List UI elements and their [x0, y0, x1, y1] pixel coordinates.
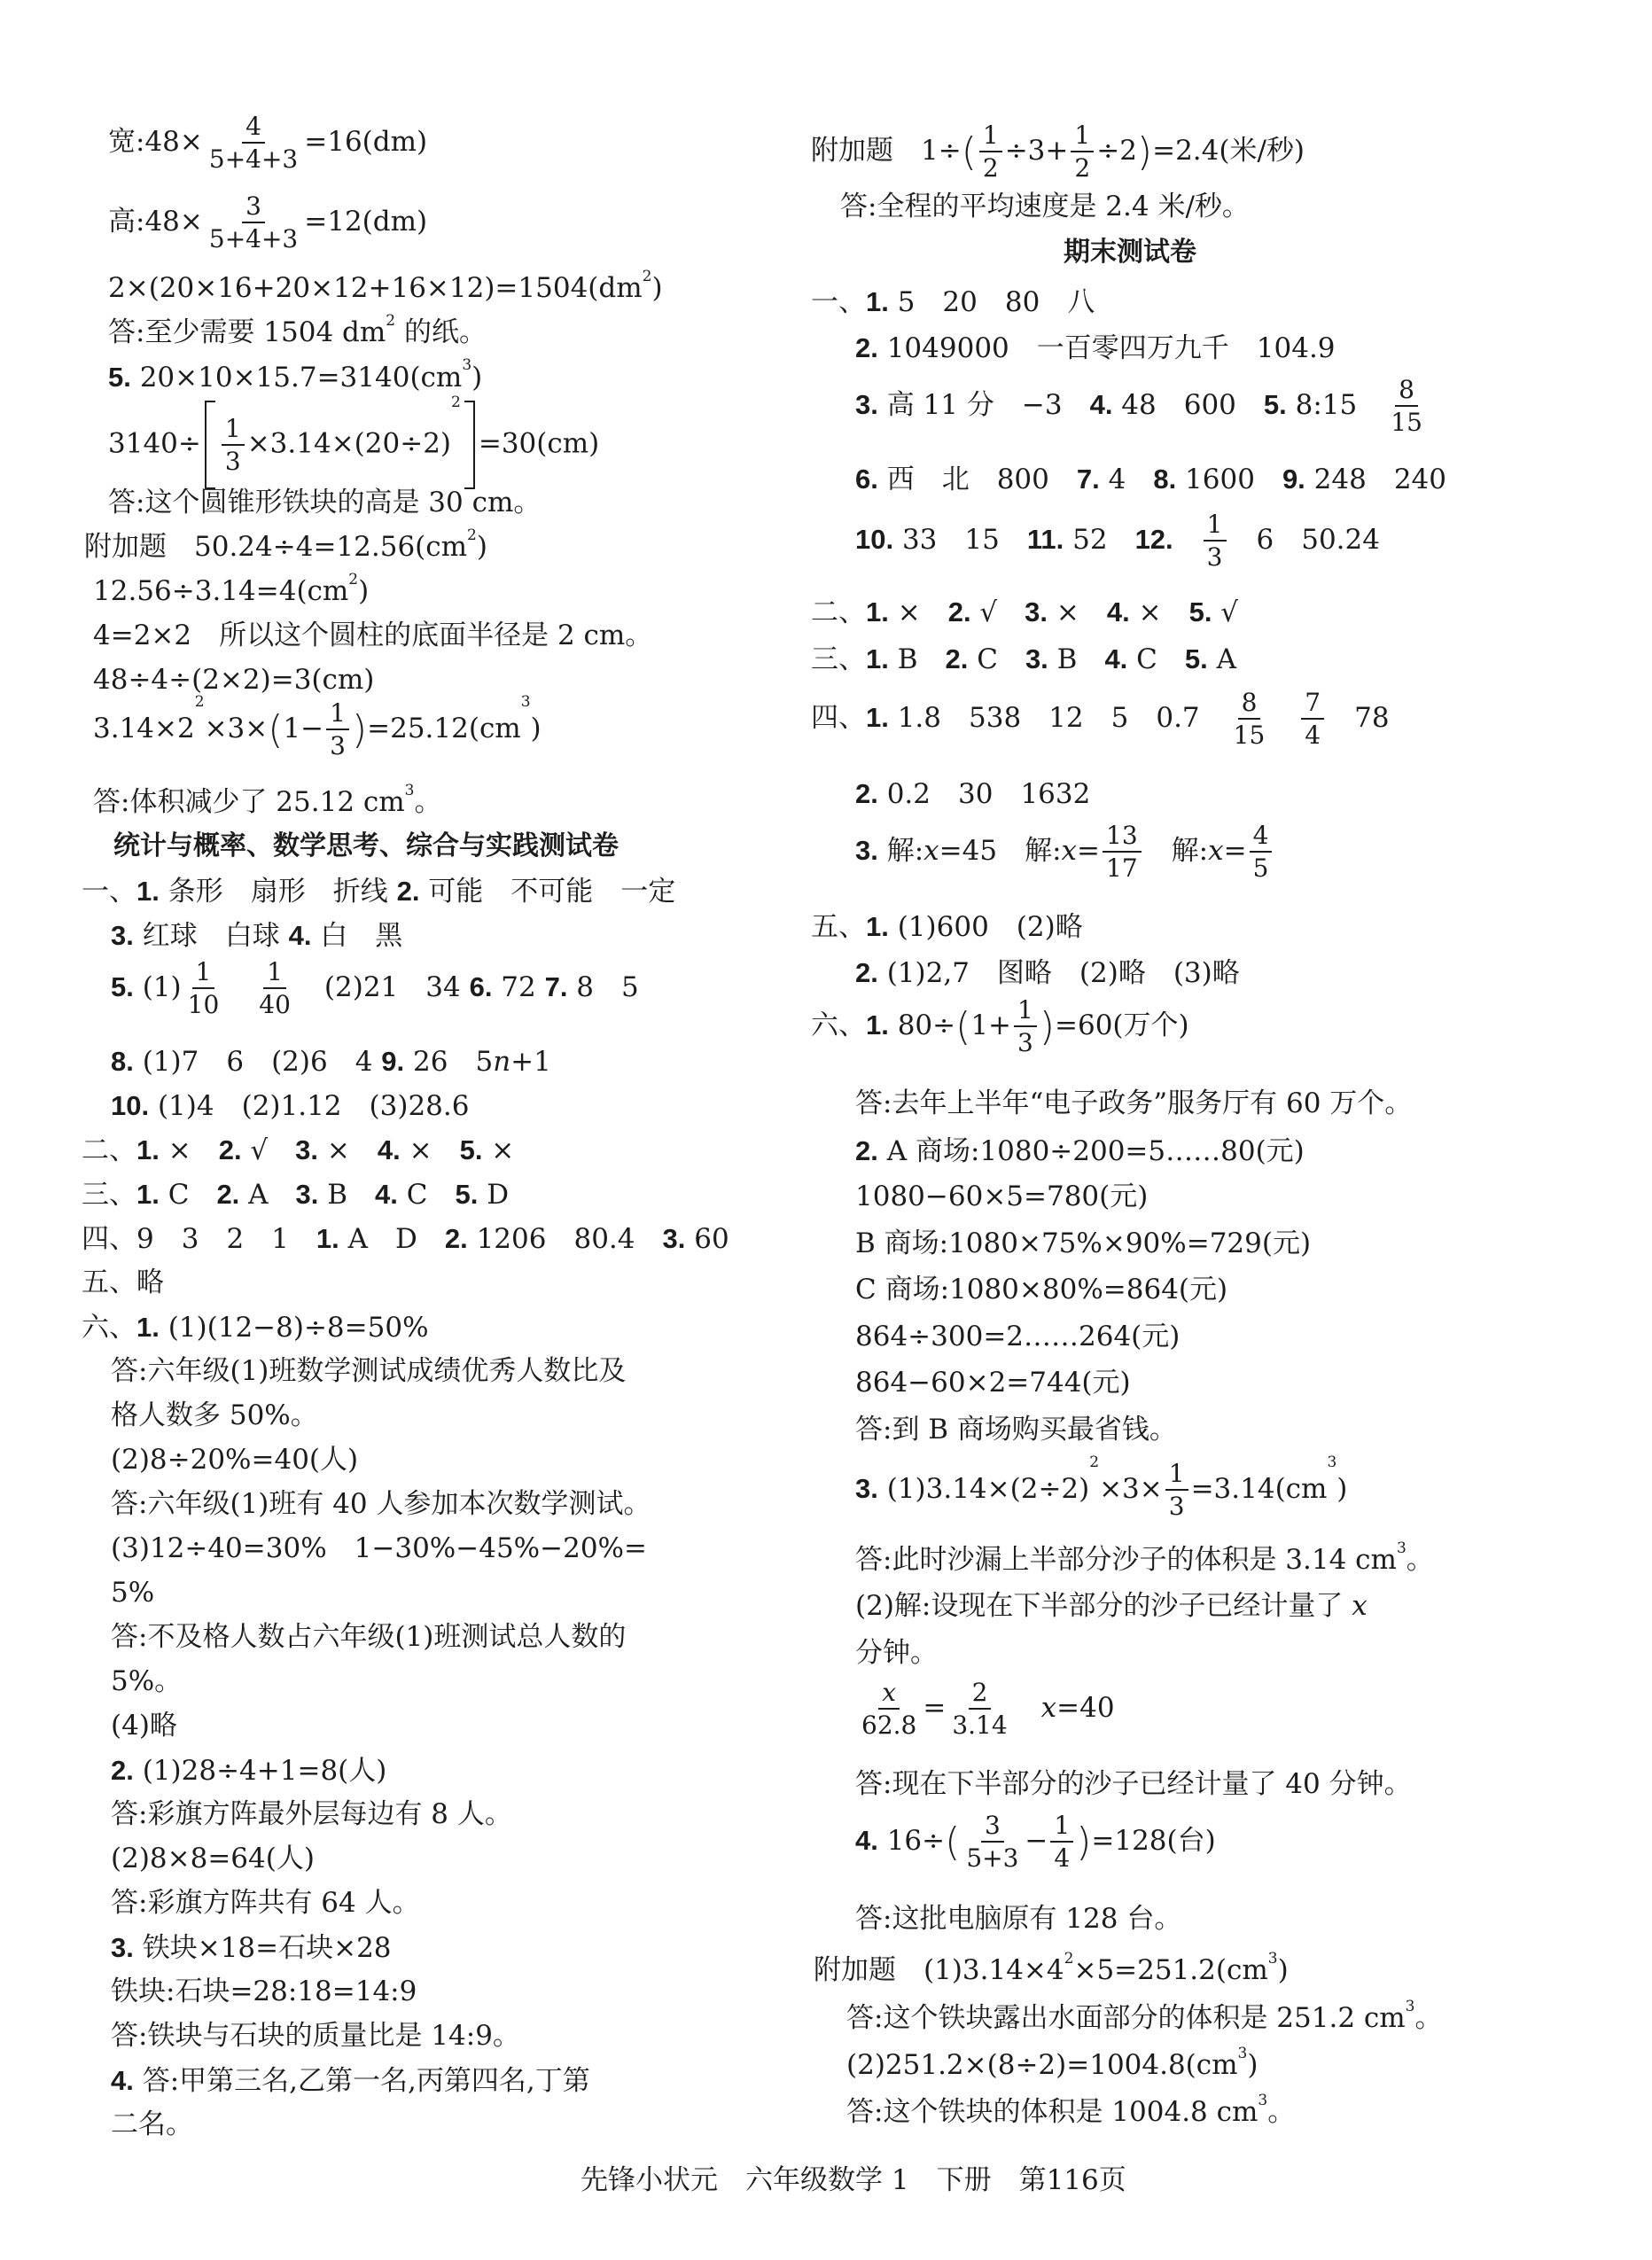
calc-line: 4. 16÷( $\frac{3}{5+3}$ − $\frac{1}{4}$ )=128(台): [855, 1811, 1216, 1874]
answer-row: 五、略: [82, 1266, 164, 1298]
answer-row: 二、1. × 2. √ 3. × 4. × 5. √: [811, 596, 1239, 628]
answer-line: 答:此时沙漏上半部分沙子的体积是 3.14 $cm^3$。: [855, 1539, 1434, 1576]
answer-row: 2. (1)2,7 图略 (2)略 (3)略: [855, 957, 1240, 989]
proportion-equation: $\frac{x}{62.8}$ = $\frac{2}{3.14}$ x=40: [861, 1678, 1115, 1741]
calc-line: B 商场:1080×75%×90%=729(元): [855, 1227, 1312, 1259]
cone-height-calc: 3140÷ $\frac{1}{3}$ $\times 3.14\times(20\div 2)^2=30(cm)$: [108, 401, 599, 489]
calc-line: 3. $(1)3.14\times(2\div 2)^2\times 3\times$ $\frac{1}{3}$ $=3.14(cm^3)$: [855, 1453, 1348, 1522]
bonus-speed-calc: 附加题 1÷( $\frac{1}{2}$ ÷3+ $\frac{1}{2}$ ÷2)=2.4(米/秒): [811, 121, 1305, 183]
answer-row: 6. 西 北 800 7. 4 8. 1600 9. 248 240: [855, 464, 1446, 495]
answer-line: 答:六年级(1)班数学测试成绩优秀人数比及: [111, 1355, 627, 1387]
calc-line: 48÷4÷(2×2)=3(cm): [93, 664, 375, 696]
section-title: 期末测试卷: [1064, 237, 1196, 268]
answer-line: 答:铁块与石块的质量比是 14:9。: [111, 2020, 520, 2052]
fraction: $\frac{3}{5+4+3}$: [208, 191, 299, 254]
calc-line: (3)12÷40=30% 1−30%−45%−20%=: [111, 1532, 647, 1564]
calc-line: 864−60×2=744(元): [855, 1367, 1131, 1399]
answer-line: (4)略: [111, 1710, 177, 1742]
answer-row: 一、1. 5 20 80 八: [811, 286, 1095, 318]
answer-row: 六、1. (1)(12−8)÷8=50%: [82, 1312, 429, 1344]
answer-line: 答:彩旗方阵最外层每边有 8 人。: [111, 1798, 512, 1830]
answer-line: 答:到 B 商场购买最省钱。: [855, 1414, 1177, 1446]
answer-line: 格人数多 50%。: [111, 1399, 318, 1431]
width-calc: [108, 113, 427, 173]
answer-row: 2. 1049000 一百零四万九千 104.9: [855, 332, 1336, 364]
calc-line: 4=2×2 所以这个圆柱的底面半径是 2 cm。: [93, 620, 653, 651]
calc-line: 864÷300=2……264(元): [855, 1321, 1181, 1352]
answer-row: 3. 解:x=45 解:x= $\frac{13}{17}$ 解:x= $\frac{4}{5}$: [855, 822, 1274, 882]
answer-line: 答:至少需要 1504 $dm^2$ 的纸。: [108, 312, 487, 348]
calc-line: C 商场:1080×80%=864(元): [855, 1274, 1228, 1305]
answer-row: 五、1. (1)600 (2)略: [811, 911, 1083, 943]
answer-row: 3. 高 11 分 −3 4. 48 600 5. 8:15 $\frac{8}{15}$: [855, 375, 1422, 438]
calc-line: (2)8×8=64(人): [111, 1843, 315, 1874]
calc-line: 铁块:石块=28:18=14:9: [111, 1976, 417, 2007]
volume-calc: $3.14\times 2^2\times 3\times(1-$ $\frac{1}{3}$ )$=25.12(cm^3)$: [93, 693, 542, 761]
answer-line: 答:全程的平均速度是 2.4 米/秒。: [840, 191, 1250, 222]
answer-row: 六、1. 80÷(1+ $\frac{1}{3}$ )=60(万个): [811, 995, 1189, 1058]
calc-line: 1080−60×5=780(元): [855, 1181, 1149, 1212]
answer-line: 答:彩旗方阵共有 64 人。: [111, 1887, 420, 1919]
height-calc: 高:48× $\frac{3}{5+4+3}$ =12(dm): [108, 191, 428, 254]
answer-row: 四、1. 1.8 538 12 5 0.7 $\frac{8}{15}$ $\frac{7}{4}$ 78: [811, 688, 1390, 751]
calc-line: 5%: [111, 1577, 155, 1609]
answer-row: 三、1. B 2. C 3. B 4. C 5. A: [811, 643, 1236, 675]
fraction: $\frac{4}{5+4+3}$: [208, 112, 299, 175]
text: 宽:48×: [108, 125, 203, 158]
answer-row: 5. (1) $\frac{1}{10}$ $\frac{1}{40}$ (2)21 34 6. 72 7. 8 5: [111, 957, 639, 1020]
answer-line: 分钟。: [855, 1637, 938, 1669]
answer-line: 二名。: [111, 2108, 193, 2140]
answer-row: 3. 红球 白球 4. 白 黑: [111, 920, 403, 952]
surface-calc: $2\times(20\times 16+20\times 12+16\times 12)=1504(dm^2)$: [108, 268, 663, 304]
answer-row: 10. 33 15 11. 52 12. $\frac{1}{3}$ 6 50.24: [855, 510, 1380, 573]
bonus-line: 附加题 $50.24\div 4=12.56(cm^2)$: [84, 526, 487, 563]
answer-line: 答:六年级(1)班有 40 人参加本次数学测试。: [111, 1488, 651, 1520]
answer-line: 答:现在下半部分的沙子已经计量了 40 分钟。: [855, 1768, 1412, 1800]
calc-line: 3. 铁块×18=石块×28: [111, 1932, 392, 1964]
answer-line: 答:去年上半年“电子政务”服务厅有 60 万个。: [855, 1087, 1413, 1119]
answer-row: 2. 0.2 30 1632: [855, 778, 1091, 810]
answer-line: 答:这个铁块的体积是 1004.8 $cm^3$。: [846, 2092, 1296, 2128]
answer-line: 答:这个铁块露出水面部分的体积是 251.2 $cm^3$。: [846, 1998, 1443, 2034]
answer-row: 8. (1)7 6 (2)6 4 9. 26 5n+1: [111, 1046, 551, 1078]
section-title: 统计与概率、数学思考、综合与实践测试卷: [113, 830, 619, 861]
calc-line: 2. A 商场:1080÷200=5……80(元): [855, 1135, 1305, 1167]
answer-line: 4. 答:甲第三名,乙第一名,丙第四名,丁第: [111, 2065, 590, 2097]
answer-line: 答:这批电脑原有 128 台。: [855, 1903, 1182, 1935]
calc-line: (2)8÷20%=40(人): [111, 1444, 359, 1476]
answer-row: 10. (1)4 (2)1.12 (3)28.6: [111, 1090, 470, 1122]
page-footer: 先锋小状元 六年级数学 1 下册 第116页: [581, 2164, 1126, 2196]
calc-line: 2. (1)28÷4+1=8(人): [111, 1755, 387, 1787]
answer-line: 答:不及格人数占六年级(1)班测试总人数的: [111, 1621, 627, 1653]
answer-row: 三、1. C 2. A 3. B 4. C 5. D: [82, 1179, 510, 1211]
answer-line: (2)解:设现在下半部分的沙子已经计量了 x: [855, 1590, 1368, 1622]
answer-line: 5%。: [111, 1665, 183, 1697]
answer-row: 一、1. 条形 扇形 折线 2. 可能 不可能 一定: [82, 876, 676, 908]
answer-line: 答:这个圆锥形铁块的高是 30 cm。: [108, 487, 542, 518]
calc-line: $12.56\div 3.14=4(cm^2)$: [93, 571, 370, 607]
bonus-line: 附加题 $(1)3.14\times 4^2\times 5=251.2(cm^3)$: [814, 1950, 1289, 1986]
calc-line: $(2)251.2\times(8\div 2)=1004.8(cm^3)$: [846, 2045, 1258, 2081]
answer-line: 答:体积减少了 25.12 $cm^3$。: [93, 782, 442, 818]
answer-row: 四、9 3 2 1 1. A D 2. 1206 80.4 3. 60: [82, 1223, 729, 1255]
text: =16(dm): [304, 125, 428, 158]
answer-row: 二、1. × 2. √ 3. × 4. × 5. ×: [82, 1134, 515, 1166]
q5-line: 5. $20\times 10\times 15.7=3140(cm^3)$: [108, 356, 483, 394]
